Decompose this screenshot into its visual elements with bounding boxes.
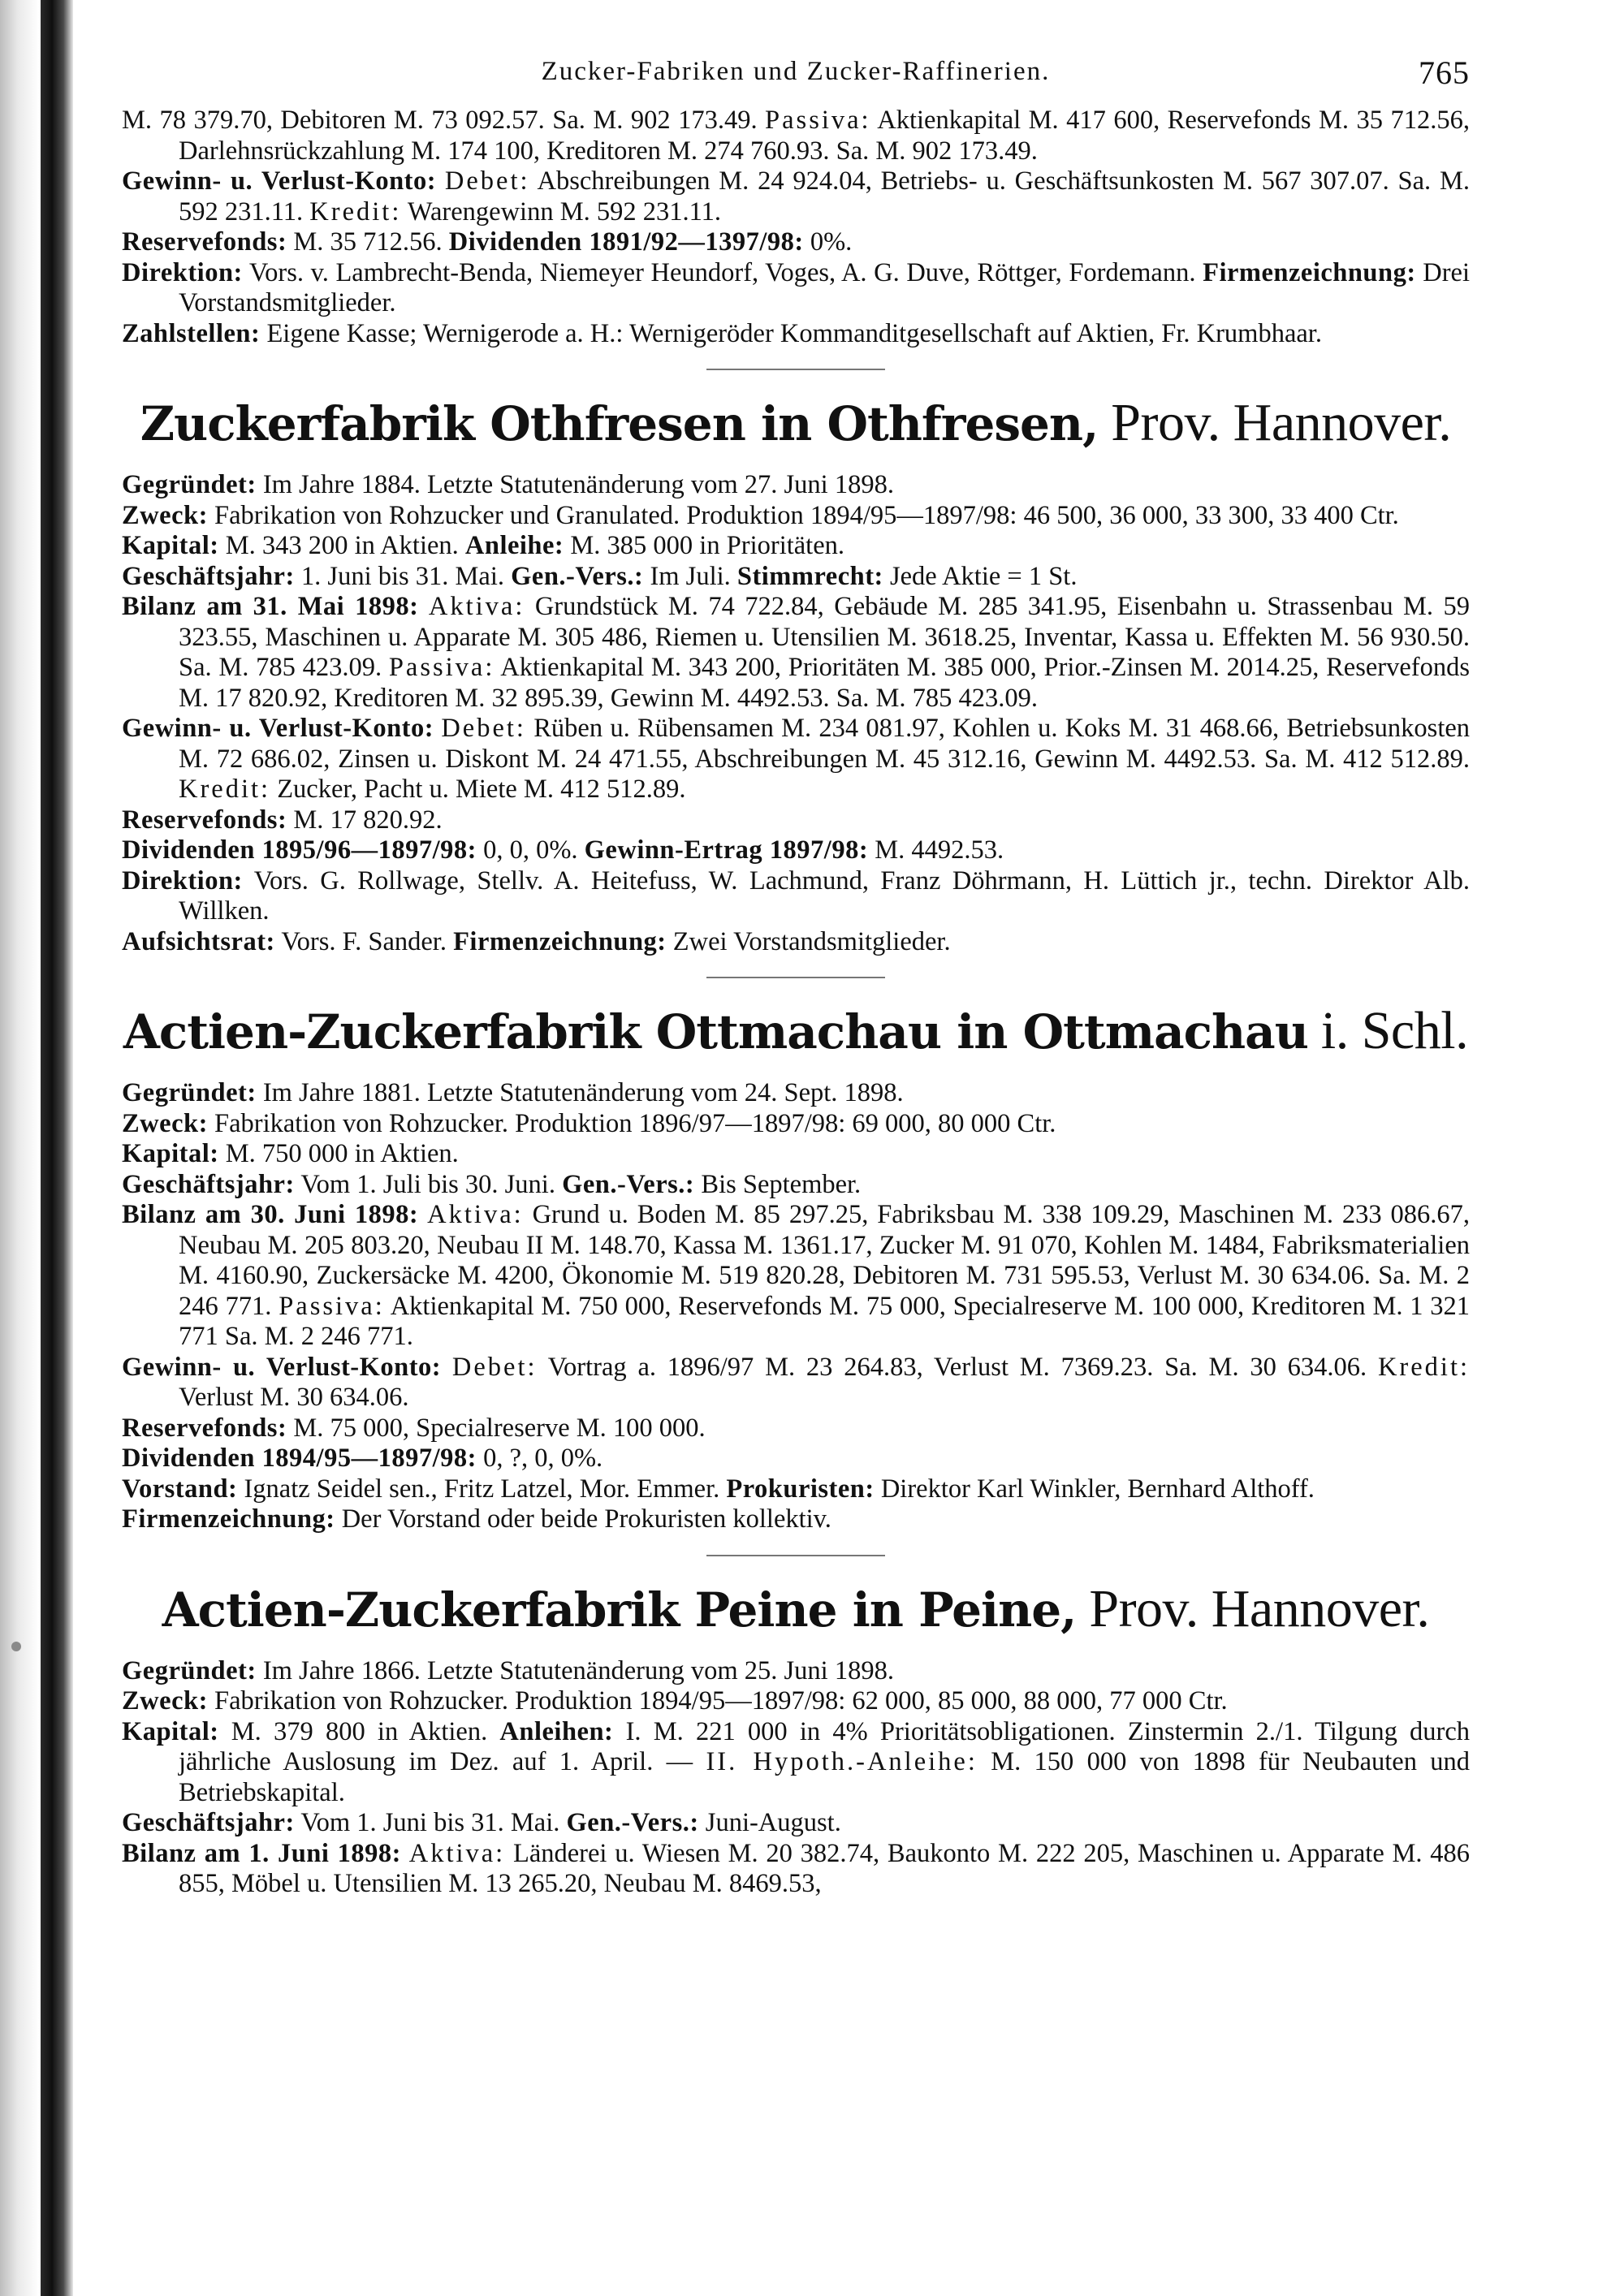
company-title-othfresen: Zuckerfabrik Othfresen in Othfresen, Prov. Hannover. [140,393,1452,452]
page-number: 765 [1419,54,1470,91]
entry-peine [122,1656,1470,1900]
running-head [122,49,1470,106]
othfresen-dividenden: Dividenden 1895/96—1897/98: 0, 0, 0%. Gewinn-Ertrag 1897/98: M. 4492.53. [122,835,1004,865]
page-content [122,49,1470,1900]
ottmachau-vorstand: Vorstand: Ignatz Seidel sen., Fritz Latzel, Mor. Emmer. Prokuristen: Direktor Karl Winkler, Bernhard Althoff. [122,1474,1315,1504]
peine-gegruendet: Gegründet: Im Jahre 1866. Letzte Statutenänderung vom 25. Juni 1898. [122,1655,894,1685]
binding-hole [11,1642,21,1651]
ottmachau-kapital: Kapital: M. 750 000 in Aktien. [122,1139,459,1168]
ottmachau-geschaeftsjahr: Geschäftsjahr: Vom 1. Juli bis 30. Juni. Gen.-Vers.: Bis September. [122,1169,862,1199]
running-head-title: Zucker-Fabriken und Zucker-Raffinerien. [541,57,1051,86]
carryover-gewinn-verlust: Gewinn- u. Verlust-Konto: Debet: Abschreibungen M. 24 924.04, Betriebs- u. Geschäftsunkosten M. 567 307.07. Sa. M. 592 231.11. Kredit: Warengewinn M. 592 231.11. [122,166,1470,227]
section-divider [706,369,885,370]
othfresen-gegruendet: Gegründet: Im Jahre 1884. Letzte Statutenänderung vom 27. Juni 1898. [122,470,894,499]
carryover-reservefonds: Reservefonds: M. 35 712.56. Dividenden 1891/92—1397/98: 0%. [122,227,853,257]
ottmachau-gegruendet: Gegründet: Im Jahre 1881. Letzte Statutenänderung vom 24. Sept. 1898. [122,1078,904,1107]
peine-geschaeftsjahr: Geschäftsjahr: Vom 1. Juni bis 31. Mai. Gen.-Vers.: Juni-August. [122,1808,841,1837]
ottmachau-firmenzeichnung: Firmenzeichnung: Der Vorstand oder beide Prokuristen kollektiv. [122,1504,831,1534]
carryover-zahlstellen: Zahlstellen: Eigene Kasse; Wernigerode a. H.: Wernigeröder Kommanditgesellschaft auf Aktien, Fr. Krumbhaar. [122,318,1322,348]
ottmachau-reservefonds: Reservefonds: M. 75 000, Specialreserve M. 100 000. [122,1413,706,1443]
ottmachau-dividenden: Dividenden 1894/95—1897/98: 0, ?, 0, 0%. [122,1444,603,1473]
book-spine-shadow [41,0,73,2296]
ottmachau-zweck: Zweck: Fabrikation von Rohzucker. Produktion 1896/97—1897/98: 69 000, 80 000 Ctr. [122,1108,1056,1138]
carryover-direktion: Direktion: Vors. v. Lambrecht-Benda, Niemeyer Heundorf, Voges, A. G. Duve, Röttger, Fordemann. Firmenzeichnung: Drei Vorstandsmitglieder. [122,257,1470,317]
othfresen-zweck: Zweck: Fabrikation von Rohzucker und Granulated. Produktion 1894/95—1897/98: 46 500, 36 000, 33 300, 33 400 Ctr. [122,500,1399,530]
othfresen-gewinn-verlust: Gewinn- u. Verlust-Konto: Debet: Rüben u. Rübensamen M. 234 081.97, Kohlen u. Koks M. 31 468.66, Betriebsunkosten M. 72 686.02, Zinsen u. Diskont M. 24 471.55, Abschreibungen M. 45 312.16, Gewinn M. 4492.53. Sa. M. 412 512.89. Kredit: Zucker, Pacht u. Miete M. 412 512.89. [122,714,1471,804]
othfresen-direktion: Direktion: Vors. G. Rollwage, Stellv. A. Heitefuss, W. Lachmund, Franz Döhrmann, H. Lüttich jr., techn. Direktor Alb. Willken. [122,865,1470,926]
ottmachau-bilanz: Bilanz am 30. Juni 1898: Aktiva: Grund u. Boden M. 85 297.25, Fabriksbau M. 338 109.29, Maschinen M. 233 086.67, Neubau M. 205 803.20, Neubau II M. 148.70, Kassa M. 1361.17, Zucker M. 91 070, Kohlen M. 1484, Fabriksmaterialien M. 4160.90, Zuckersäcke M. 4200, Ökonomie M. 519 820.28, Debitoren M. 731 595.53, Verlust M. 30 634.06. Sa. M. 2 246 771. Passiva: Aktienkapital M. 750 000, Reservefonds M. 75 000, Specialreserve M. 100 000, Kreditoren M. 1 321 771 Sa. M. 2 246 771. [122,1200,1471,1351]
carryover-bilanz: M. 78 379.70, Debitoren M. 73 092.57. Sa. M. 902 173.49. Passiva: Aktienkapital M. 417 600, Reservefonds M. 35 712.56, Darlehnsrückzahlung M. 174 100, Kreditoren M. 274 760.93. Sa. M. 902 173.49. [122,106,1470,166]
section-divider [706,977,885,978]
peine-bilanz: Bilanz am 1. Juni 1898: Aktiva: Länderei u. Wiesen M. 20 382.74, Baukonto M. 222 205, Maschinen u. Apparate M. 486 855, Möbel u. Utensilien M. 13 265.20, Neubau M. 8469.53, [122,1838,1471,1898]
section-divider [706,1555,885,1556]
peine-zweck: Zweck: Fabrikation von Rohzucker. Produktion 1894/95—1897/98: 62 000, 85 000, 88 000, 77 000 Ctr. [122,1686,1228,1716]
carryover-entry [122,106,1470,349]
othfresen-bilanz: Bilanz am 31. Mai 1898: Aktiva: Grundstück M. 74 722.84, Gebäude M. 285 341.95, Eisenbahn u. Strassenbau M. 59 323.55, Maschinen u. Apparate M. 305 486, Riemen u. Utensilien M. 3618.25, Inventar, Kassa u. Effekten M. 56 930.50. Sa. M. 785 423.09. Passiva: Aktienkapital M. 343 200, Prioritäten M. 385 000, Prior.-Zinsen M. 2014.25, Reservefonds M. 17 820.92, Kreditoren M. 32 895.39, Gewinn M. 4492.53. Sa. M. 785 423.09. [122,592,1470,713]
entry-ottmachau [122,1078,1470,1535]
peine-kapital: Kapital: M. 379 800 in Aktien. Anleihen: I. M. 221 000 in 4% Prioritätsobligationen. Zinstermin 2./1. Tilgung durch jährliche Auslosung im Dez. auf 1. April. — II. Hypoth.-Anleihe: M. 150 000 von 1898 für Neubauten und Betriebskapital. [122,1716,1471,1807]
entry-othfresen [122,470,1470,957]
othfresen-aufsichtsrat: Aufsichtsrat: Vors. F. Sander. Firmenzeichnung: Zwei Vorstandsmitglieder. [122,926,951,956]
othfresen-reservefonds: Reservefonds: M. 17 820.92. [122,805,443,835]
company-title-peine: Actien-Zuckerfabrik Peine in Peine, Prov. Hannover. [162,1578,1430,1638]
company-title-ottmachau: Actien-Zuckerfabrik Ottmachau in Ottmachau i. Schl. [123,1001,1469,1060]
othfresen-geschaeftsjahr: Geschäftsjahr: 1. Juni bis 31. Mai. Gen.-Vers.: Im Juli. Stimmrecht: Jede Aktie = 1 St. [122,561,1078,591]
ottmachau-gewinn-verlust: Gewinn- u. Verlust-Konto: Debet: Vortrag a. 1896/97 M. 23 264.83, Verlust M. 7369.23. Sa. M. 30 634.06. Kredit: Verlust M. 30 634.06. [122,1352,1471,1412]
othfresen-kapital: Kapital: M. 343 200 in Aktien. Anleihe: M. 385 000 in Prioritäten. [122,531,845,560]
